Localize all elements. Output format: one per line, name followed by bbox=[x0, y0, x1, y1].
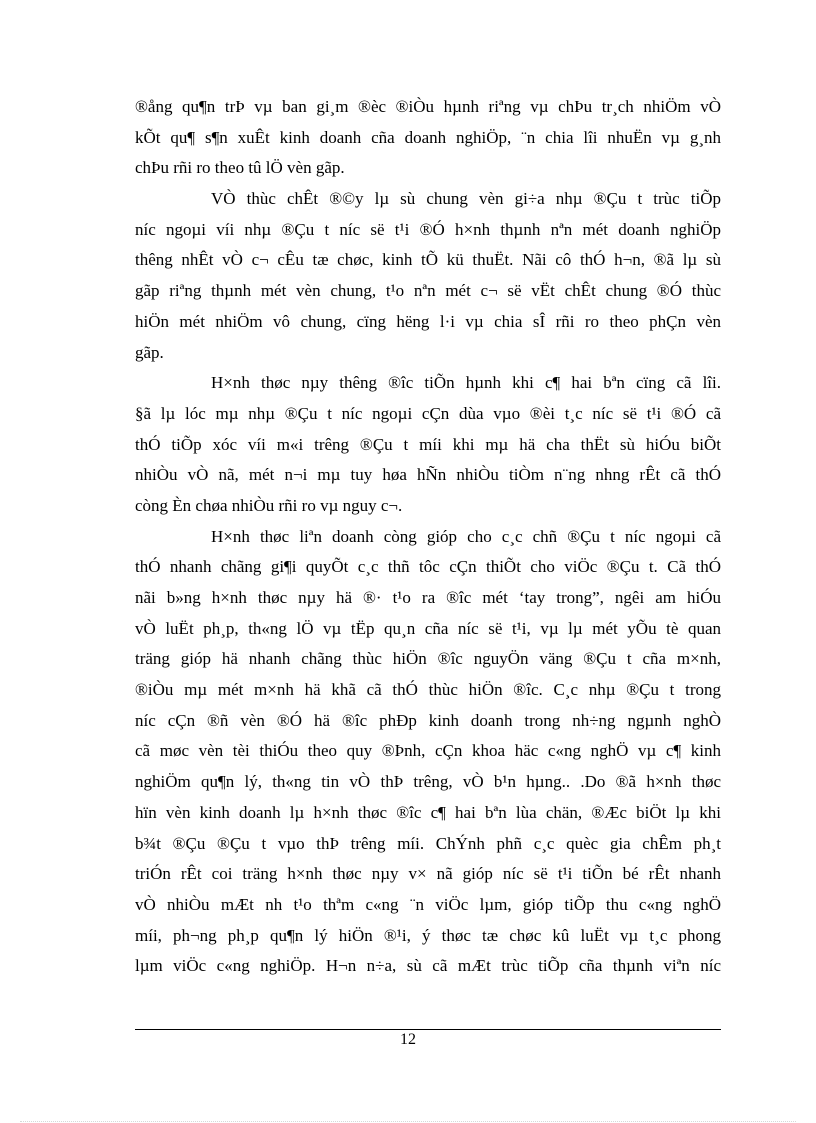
paragraph-start-line: VÒ thùc chÊt ®©y lµ sù chung vèn gi÷a nhµ ®Çu t trùc tiÕp bbox=[211, 189, 721, 209]
paragraph-start-line: H×nh thøc liªn doanh còng gióp cho c¸c chñ ®Çu t níc ngoµi cã bbox=[211, 526, 721, 546]
text-line: thÓ nhanh chãng gi¶i quyÕt c¸c thñ tôc cÇn thiÕt cho viÖc ®Çu t. Cã thÓ bbox=[135, 557, 721, 577]
text-line: triÓn rÊt coi träng h×nh thøc nµy v× nã gióp níc së t¹i tiÕn bé rÊt nhanh bbox=[135, 864, 721, 884]
paragraph-start-line: H×nh thøc nµy thêng ®îc tiÕn hµnh khi c¶ hai bªn cïng cã lîi. bbox=[211, 373, 721, 393]
page-number: 12 bbox=[400, 1031, 416, 1048]
text-line: hïn vèn kinh doanh lµ h×nh thøc ®îc c¶ hai bªn lùa chän, ®Æc biÖt lµ khi bbox=[135, 802, 721, 822]
text-line: cã møc vèn tèi thiÓu theo quy ®Þnh, cÇn khoa häc c«ng nghÖ vµ c¶ kinh bbox=[135, 741, 721, 761]
text-line: träng gióp hä nhanh chãng thùc hiÖn ®îc nguyÖn väng ®Çu t cña m×nh, bbox=[135, 649, 721, 669]
text-line: ®ång qu¶n trÞ vµ ban gi¸m ®èc ®iÒu hµnh riªng vµ chÞu tr¸ch nhiÖm vÒ bbox=[135, 97, 721, 116]
text-line: nhiÒu vÒ nã, mét n¬i mµ tuy høa hÑn nhiÒu tiÒm n¨ng nhng rÊt cã thÓ bbox=[135, 465, 721, 485]
text-line: míi, ph¬ng ph¸p qu¶n lý hiÖn ®¹i, ý thøc tæ chøc kû luËt vµ t¸c phong bbox=[135, 925, 721, 945]
text-line: thÓ tiÕp xóc víi m«i trêng ®Çu t míi khi mµ hä cha thËt sù hiÓu biÕt bbox=[135, 434, 721, 454]
text-line: §ã lµ lóc mµ nhµ ®Çu t níc ngoµi cÇn dùa vµo ®èi t¸c níc së t¹i ®Ó cã bbox=[135, 403, 721, 423]
text-line: còng Èn chøa nhiÒu rñi ro vµ nguy c¬. bbox=[135, 495, 403, 515]
text-line: vÒ luËt ph¸p, th«ng lÖ vµ tËp qu¸n cña níc së t¹i, vµ lµ mét yÕu tè quan bbox=[135, 618, 721, 638]
body-text bbox=[135, 92, 721, 982]
text-line: níc cÇn ®ñ vèn ®Ó hä ®îc phÐp kinh doanh trong nh÷ng ngµnh nghÒ bbox=[135, 710, 721, 730]
text-line: gãp riªng thµnh mét vèn chung, t¹o nªn mét c¬ së vËt chÊt chung ®Ó thùc bbox=[135, 281, 721, 301]
text-line: gãp. bbox=[135, 342, 164, 362]
text-line: nãi b»ng h×nh thøc nµy hä ®· t¹o ra ®îc mét ‘tay trong”, ngêi am hiÓu bbox=[135, 588, 721, 607]
text-line: thêng nhÊt vÒ c¬ cÊu tæ chøc, kinh tÕ kü thuËt. Nãi cô thÓ h¬n, ®ã lµ sù bbox=[135, 250, 721, 270]
text-line: ®iÒu mµ mét m×nh hä khã cã thÓ thùc hiÖn ®îc. C¸c nhµ ®Çu t trong bbox=[135, 680, 721, 700]
text-line: kÕt qu¶ s¶n xuÊt kinh doanh cña doanh nghiÖp, ¨n chia lîi nhuËn vµ g¸nh bbox=[135, 127, 721, 147]
text-line: chÞu rñi ro theo tû lÖ vèn gãp. bbox=[135, 158, 345, 178]
text-line: hiÖn mét nhiÖm vô chung, cïng hëng l·i vµ chia sÎ rñi ro theo phÇn vèn bbox=[135, 311, 721, 331]
text-line: b¾t ®Çu ®Çu t vµo thÞ trêng míi. ChÝnh phñ c¸c quèc gia chÊm ph¸t bbox=[135, 833, 721, 853]
text-line: lµm viÖc c«ng nghiÖp. H¬n n÷a, sù cã mÆt trùc tiÕp cña thµnh viªn níc bbox=[135, 956, 721, 976]
text-line: níc ngoµi víi nhµ ®Çu t níc së t¹i ®Ó h×nh thµnh nªn mét doanh nghiÖp bbox=[135, 219, 721, 239]
page-bottom-dotted-border bbox=[20, 1121, 796, 1122]
text-line: vÒ nhiÒu mÆt nh t¹o thªm c«ng ¨n viÖc lµm, gióp tiÕp thu c«ng nghÖ bbox=[135, 894, 721, 914]
text-line: nghiÖm qu¶n lý, th«ng tin vÒ thÞ trêng, vÒ b¹n hµng.. .Do ®ã h×nh thøc bbox=[135, 772, 721, 792]
